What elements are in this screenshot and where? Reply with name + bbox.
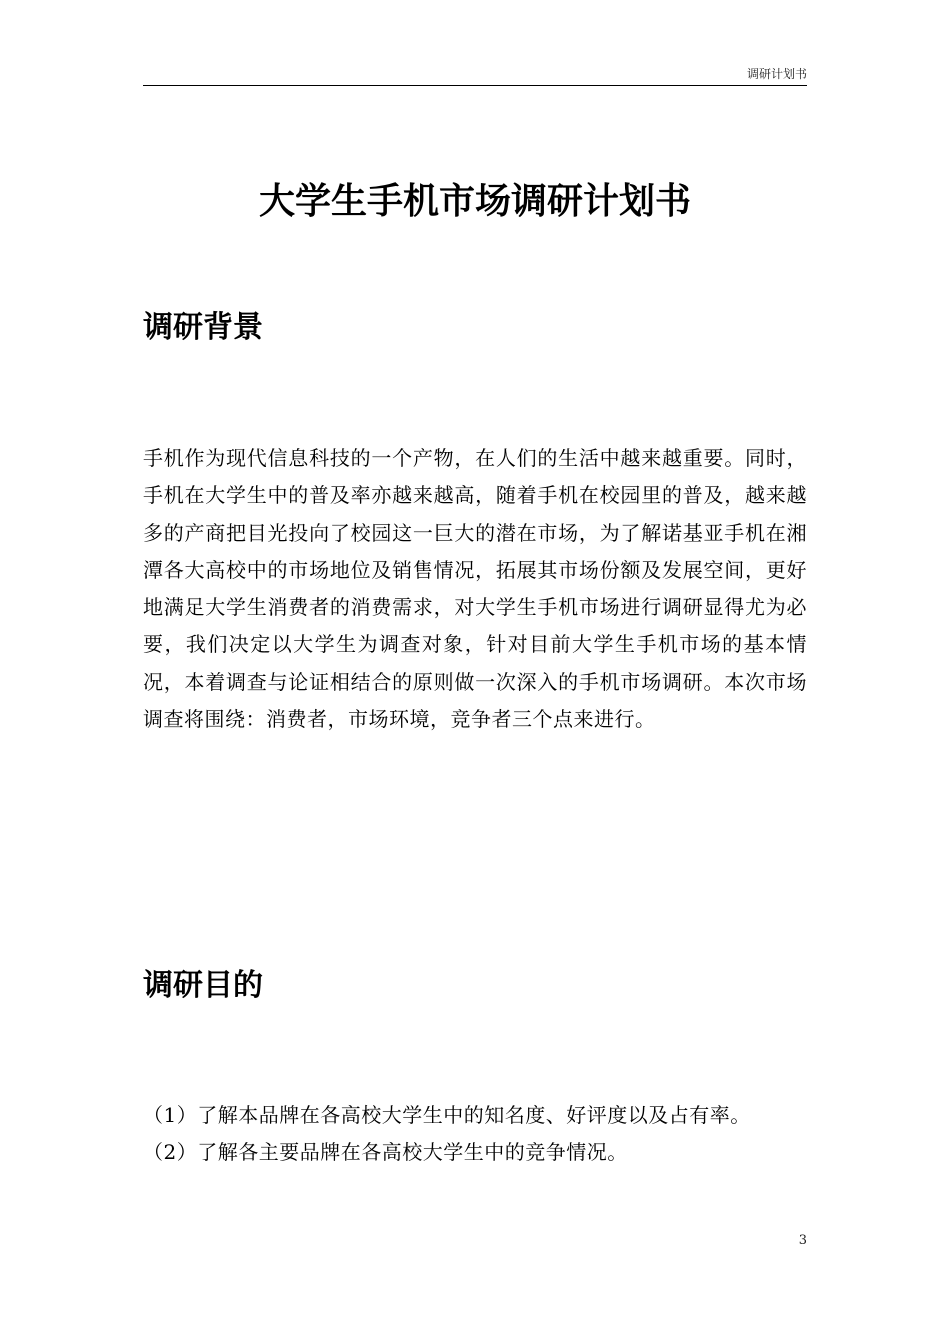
list-item: （2）了解各主要品牌在各高校大学生中的竞争情况。 [143,1140,628,1165]
running-header: 调研计划书 [746,67,807,81]
section-heading-background: 调研背景 [143,310,263,345]
header-rule [143,85,807,86]
background-paragraph: 手机作为现代信息科技的一个产物，在人们的生活中越来越重要。同时，手机在大学生中的普及率亦越来越高，随着手机在校园里的普及，越来越多的产商把目光投向了校园这一巨大的潜在市场，为了解诺基亚手机在湘潭各大高校中的市场地位及销售情况，拓展其市场份额及发展空间，更好地满足大学生消费者的消费需求，对大学生手机市场进行调研显得尤为必要，我们决定以大学生为调查对象，针对目前大学生手机市场的基本情况，本着调查与论证相结合的原则做一次深入的手机市场调研。本次市场调查将围绕：消费者，市场环境，竞争者三个点来进行。 [143,446,807,732]
list-item: （1）了解本品牌在各高校大学生中的知名度、好评度以及占有率。 [143,1103,751,1127]
page-number: 3 [798,1233,807,1248]
section-heading-purpose: 调研目的 [143,968,263,1003]
document-title: 大学生手机市场调研计划书 [258,181,691,222]
purpose-list [143,1097,807,1172]
